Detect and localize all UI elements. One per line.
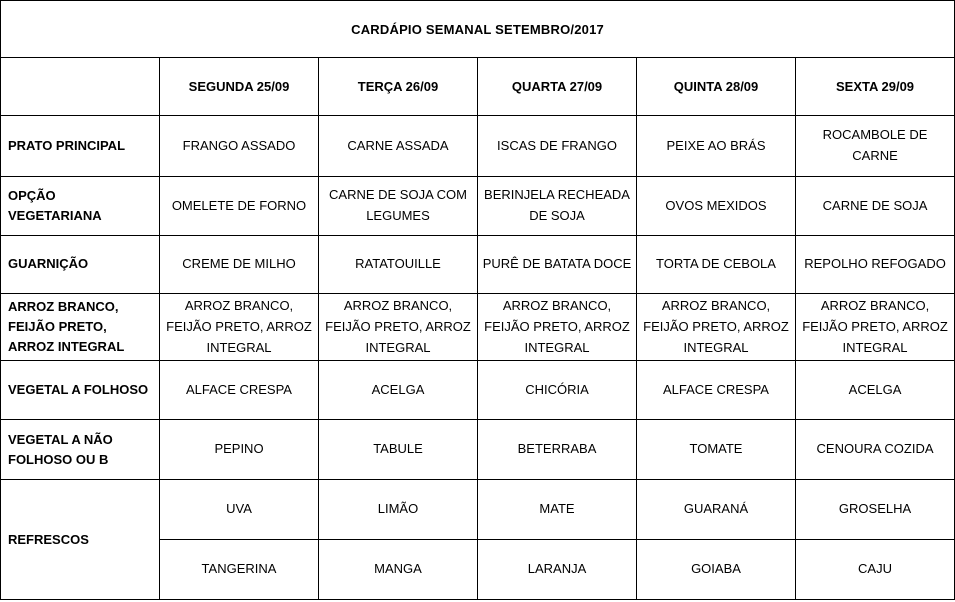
table-cell: FRANGO ASSADO [160,116,319,177]
table-cell: ARROZ BRANCO, FEIJÃO PRETO, ARROZ INTEGRAL [796,294,955,361]
table-cell: CENOURA COZIDA [796,420,955,480]
table-cell: ALFACE CRESPA [637,361,796,420]
table-row-guarnicao [1,236,955,294]
table-cell: TOMATE [637,420,796,480]
table-cell: GOIABA [637,540,796,600]
table-cell: CARNE DE SOJA COM LEGUMES [319,177,478,236]
table-row-arroz-feijao [1,294,955,361]
table-cell: CAJU [796,540,955,600]
table-cell: OVOS MEXIDOS [637,177,796,236]
table-cell: ARROZ BRANCO, FEIJÃO PRETO, ARROZ INTEGRAL [319,294,478,361]
table-cell: TABULE [319,420,478,480]
table-cell: CHICÓRIA [478,361,637,420]
table-cell: ACELGA [319,361,478,420]
table-cell: GUARANÁ [637,480,796,540]
row-label-vegetal-folhoso: VEGETAL A FOLHOSO [1,361,160,420]
table-cell: MATE [478,480,637,540]
table-cell: MANGA [319,540,478,600]
table-cell: RATATOUILLE [319,236,478,294]
table-cell: GROSELHA [796,480,955,540]
table-cell: PEPINO [160,420,319,480]
row-label-guarnicao: GUARNIÇÃO [1,236,160,294]
column-header-thursday: QUINTA 28/09 [637,58,796,116]
table-row-vegetal-folhoso [1,361,955,420]
row-label-arroz-feijao: ARROZ BRANCO, FEIJÃO PRETO, ARROZ INTEGRAL [1,294,160,361]
column-header-wednesday: QUARTA 27/09 [478,58,637,116]
table-row-opcao-vegetariana [1,177,955,236]
table-cell: ARROZ BRANCO, FEIJÃO PRETO, ARROZ INTEGRAL [478,294,637,361]
table-cell: REPOLHO REFOGADO [796,236,955,294]
page-title: CARDÁPIO SEMANAL SETEMBRO/2017 [1,1,955,58]
table-cell: ARROZ BRANCO, FEIJÃO PRETO, ARROZ INTEGRAL [637,294,796,361]
table-row-refrescos-top [1,480,955,540]
table-cell: BERINJELA RECHEADA DE SOJA [478,177,637,236]
table-cell: PEIXE AO BRÁS [637,116,796,177]
column-header-friday: SEXTA 29/09 [796,58,955,116]
row-label-refrescos: REFRESCOS [1,480,160,600]
table-cell: ALFACE CRESPA [160,361,319,420]
header-row [1,58,955,116]
row-label-vegetal-nao-folhoso: VEGETAL A NÃO FOLHOSO OU B [1,420,160,480]
corner-cell [1,58,160,116]
column-header-monday: SEGUNDA 25/09 [160,58,319,116]
table-row-vegetal-nao-folhoso [1,420,955,480]
table-cell: ARROZ BRANCO, FEIJÃO PRETO, ARROZ INTEGRAL [160,294,319,361]
table-cell: CARNE DE SOJA [796,177,955,236]
table-cell: CREME DE MILHO [160,236,319,294]
table-cell: OMELETE DE FORNO [160,177,319,236]
table-cell: UVA [160,480,319,540]
table-cell: TORTA DE CEBOLA [637,236,796,294]
table-cell: BETERRABA [478,420,637,480]
title-row [1,1,955,58]
table-row-prato-principal [1,116,955,177]
table-cell: ROCAMBOLE DE CARNE [796,116,955,177]
table-cell: LARANJA [478,540,637,600]
column-header-tuesday: TERÇA 26/09 [319,58,478,116]
table-cell: ISCAS DE FRANGO [478,116,637,177]
table-cell: CARNE ASSADA [319,116,478,177]
table-cell: LIMÃO [319,480,478,540]
row-label-opcao-vegetariana: OPÇÃO VEGETARIANA [1,177,160,236]
table-cell: ACELGA [796,361,955,420]
table-cell: PURÊ DE BATATA DOCE [478,236,637,294]
row-label-prato-principal: PRATO PRINCIPAL [1,116,160,177]
table-cell: TANGERINA [160,540,319,600]
